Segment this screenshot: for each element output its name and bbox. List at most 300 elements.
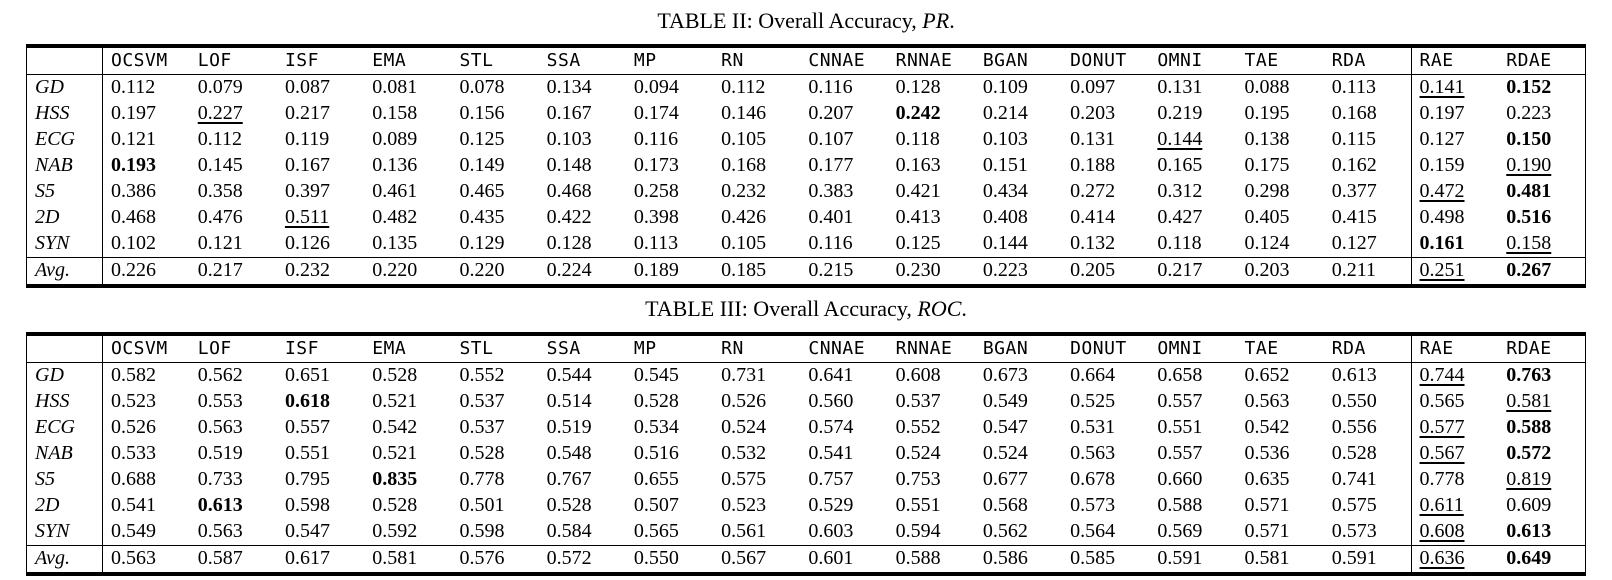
cell-s5-cnnae: 0.757 [808, 468, 854, 490]
cell-s5-rn: 0.575 [721, 468, 767, 490]
cell-s5-rae: 0.778 [1411, 467, 1498, 493]
cell-gd-bgan: 0.673 [982, 364, 1028, 386]
cell-avg-ema: 0.581 [364, 546, 451, 575]
cell-hss-ema: 0.521 [372, 390, 418, 412]
cell-s5-bgan: 0.677 [982, 468, 1028, 490]
table-row-s5 [27, 179, 1586, 205]
column-header-lof: LOF [190, 46, 277, 75]
cell-nab-donut: 0.563 [1070, 442, 1116, 464]
cell-hss-ocsvm: 0.523 [111, 390, 156, 412]
column-header-omni: OMNI [1149, 334, 1236, 363]
column-header-donut: DONUT [1062, 334, 1149, 363]
cell-syn-ssa: 0.128 [546, 232, 592, 254]
pr-table-body [27, 75, 1586, 287]
cell-s5-ssa: 0.767 [546, 468, 592, 490]
row-label-2d: 2D [27, 205, 103, 231]
cell-ecg-ssa: 0.103 [546, 128, 592, 150]
corner-cell [27, 46, 103, 75]
column-header-rdae: RDAE [1498, 334, 1585, 363]
cell-hss-stl: 0.156 [459, 102, 505, 124]
row-label-ecg: ECG [27, 127, 103, 153]
table-row-hss [27, 389, 1586, 415]
cell-ecg-rnnae: 0.118 [895, 128, 940, 150]
cell-syn-mp: 0.113 [633, 232, 679, 254]
cell-avg-omni: 0.591 [1149, 546, 1236, 575]
cell-2d-bgan: 0.568 [982, 494, 1028, 516]
cell-syn-rnnae: 0.125 [895, 232, 941, 254]
column-header-rdae: RDAE [1498, 46, 1585, 75]
cell-ecg-rda: 0.556 [1331, 416, 1377, 438]
cell-s5-lof: 0.358 [197, 180, 243, 202]
pr-table-header-row [27, 46, 1586, 75]
column-header-rn: RN [713, 46, 800, 75]
row-label-hss: HSS [27, 389, 103, 415]
cell-syn-ssa: 0.584 [546, 520, 592, 542]
column-header-rae: RAE [1411, 334, 1498, 363]
cell-s5-bgan: 0.434 [982, 180, 1028, 202]
cell-avg-rn: 0.185 [713, 258, 800, 287]
table-row-hss [27, 101, 1586, 127]
cell-gd-rn: 0.112 [721, 76, 766, 98]
cell-hss-rda: 0.550 [1331, 390, 1377, 412]
cell-gd-omni: 0.131 [1157, 76, 1203, 98]
cell-nab-rn: 0.168 [721, 154, 767, 176]
cell-hss-lof: 0.553 [197, 390, 243, 412]
cell-2d-omni: 0.588 [1157, 494, 1203, 516]
cell-syn-rae: 0.608 [1411, 519, 1498, 546]
cell-avg-rnnae: 0.588 [888, 546, 975, 575]
table-iii-section [0, 295, 1612, 576]
table-row-avg [27, 546, 1586, 575]
cell-ecg-stl: 0.125 [459, 128, 505, 150]
cell-ecg-rae: 0.127 [1411, 127, 1498, 153]
cell-hss-stl: 0.537 [459, 390, 505, 412]
cell-s5-rda: 0.741 [1331, 468, 1377, 490]
cell-nab-tae: 0.536 [1244, 442, 1290, 464]
cell-nab-stl: 0.149 [459, 154, 505, 176]
cell-hss-isf: 0.217 [284, 102, 330, 124]
column-header-rda: RDA [1324, 46, 1411, 75]
cell-avg-omni: 0.217 [1149, 258, 1236, 287]
overall-accuracy-roc-table [26, 332, 1586, 576]
cell-syn-bgan: 0.562 [982, 520, 1028, 542]
cell-nab-mp: 0.516 [633, 442, 679, 464]
cell-avg-cnnae: 0.215 [800, 258, 887, 287]
cell-avg-isf: 0.617 [277, 546, 364, 575]
cell-hss-cnnae: 0.560 [808, 390, 854, 412]
cell-nab-lof: 0.145 [197, 154, 243, 176]
cell-2d-ssa: 0.422 [546, 206, 592, 228]
cell-2d-rdae: 0.609 [1506, 494, 1552, 516]
table-ii-caption-metric: PR [922, 8, 950, 33]
table-ii-caption [0, 7, 1612, 34]
cell-ecg-rn: 0.105 [721, 128, 767, 150]
cell-gd-mp: 0.094 [633, 76, 679, 98]
cell-ecg-rnnae: 0.552 [895, 416, 941, 438]
table-iii-caption-metric: ROC [917, 296, 962, 321]
cell-gd-bgan: 0.109 [982, 76, 1028, 98]
column-header-tae: TAE [1237, 334, 1324, 363]
cell-syn-isf: 0.126 [284, 232, 330, 254]
cell-nab-ssa: 0.148 [546, 154, 592, 176]
cell-hss-cnnae: 0.207 [808, 102, 854, 124]
row-label-2d: 2D [27, 493, 103, 519]
cell-s5-donut: 0.678 [1070, 468, 1116, 490]
cell-gd-donut: 0.664 [1070, 364, 1116, 386]
cell-ecg-tae: 0.138 [1244, 128, 1290, 150]
cell-hss-rae: 0.197 [1411, 101, 1498, 127]
cell-gd-rnnae: 0.608 [895, 364, 941, 386]
cell-2d-rn: 0.426 [721, 206, 767, 228]
cell-ecg-ocsvm: 0.526 [111, 416, 156, 438]
cell-s5-rdae: 0.819 [1506, 468, 1552, 490]
cell-ecg-rn: 0.524 [721, 416, 767, 438]
row-label-syn: SYN [27, 231, 103, 258]
row-label-avg: Avg. [27, 258, 103, 287]
cell-avg-rdae: 0.649 [1498, 546, 1585, 575]
column-header-cnnae: CNNAE [800, 334, 887, 363]
cell-gd-omni: 0.658 [1157, 364, 1203, 386]
row-label-ecg: ECG [27, 415, 103, 441]
cell-hss-ema: 0.158 [372, 102, 418, 124]
cell-hss-rn: 0.146 [721, 102, 767, 124]
cell-2d-lof: 0.613 [197, 494, 243, 516]
column-header-donut: DONUT [1062, 46, 1149, 75]
cell-gd-rnnae: 0.128 [895, 76, 941, 98]
table-ii-caption-period: . [949, 8, 955, 33]
cell-s5-cnnae: 0.383 [808, 180, 854, 202]
cell-2d-stl: 0.501 [459, 494, 505, 516]
cell-avg-stl: 0.576 [451, 546, 538, 575]
cell-2d-bgan: 0.408 [982, 206, 1028, 228]
cell-ecg-ocsvm: 0.121 [111, 128, 156, 150]
cell-ecg-isf: 0.119 [284, 128, 330, 150]
cell-hss-omni: 0.557 [1157, 390, 1203, 412]
cell-syn-rnnae: 0.594 [895, 520, 941, 542]
cell-gd-ssa: 0.544 [546, 364, 592, 386]
cell-avg-bgan: 0.223 [975, 258, 1062, 287]
cell-2d-cnnae: 0.401 [808, 206, 854, 228]
cell-nab-rda: 0.528 [1331, 442, 1377, 464]
cell-2d-cnnae: 0.529 [808, 494, 854, 516]
cell-hss-rdae: 0.581 [1506, 390, 1552, 412]
cell-s5-isf: 0.397 [284, 180, 330, 202]
cell-avg-ocsvm: 0.563 [103, 546, 190, 575]
cell-ecg-isf: 0.557 [284, 416, 330, 438]
cell-2d-donut: 0.414 [1070, 206, 1116, 228]
cell-2d-rae: 0.611 [1411, 493, 1498, 519]
cell-hss-ocsvm: 0.197 [111, 102, 156, 124]
table-iii-caption-period: . [961, 296, 967, 321]
cell-s5-ema: 0.461 [372, 180, 418, 202]
cell-hss-donut: 0.203 [1070, 102, 1116, 124]
cell-syn-omni: 0.569 [1157, 520, 1203, 542]
cell-avg-ocsvm: 0.226 [103, 258, 190, 287]
column-header-lof: LOF [190, 334, 277, 363]
cell-nab-rda: 0.162 [1331, 154, 1377, 176]
cell-ecg-tae: 0.542 [1244, 416, 1290, 438]
table-row-syn [27, 519, 1586, 546]
cell-nab-ema: 0.521 [372, 442, 418, 464]
cell-hss-rda: 0.168 [1331, 102, 1377, 124]
column-header-ocsvm: OCSVM [103, 334, 190, 363]
cell-ecg-bgan: 0.103 [982, 128, 1028, 150]
cell-s5-rae: 0.472 [1411, 179, 1498, 205]
cell-syn-rae: 0.161 [1411, 231, 1498, 258]
cell-ecg-lof: 0.112 [197, 128, 242, 150]
cell-s5-rn: 0.232 [721, 180, 767, 202]
cell-avg-donut: 0.585 [1062, 546, 1149, 575]
cell-avg-rdae: 0.267 [1498, 258, 1585, 287]
cell-nab-bgan: 0.151 [982, 154, 1028, 176]
cell-nab-ocsvm: 0.533 [111, 442, 156, 464]
overall-accuracy-pr-table [26, 44, 1586, 288]
cell-s5-isf: 0.795 [284, 468, 330, 490]
cell-syn-donut: 0.564 [1070, 520, 1116, 542]
cell-ecg-cnnae: 0.574 [808, 416, 854, 438]
cell-avg-rda: 0.591 [1324, 546, 1411, 575]
column-header-stl: STL [451, 334, 538, 363]
cell-gd-isf: 0.651 [284, 364, 330, 386]
cell-nab-ema: 0.136 [372, 154, 418, 176]
cell-2d-rae: 0.498 [1411, 205, 1498, 231]
column-header-rn: RN [713, 334, 800, 363]
row-label-nab: NAB [27, 441, 103, 467]
corner-cell [27, 334, 103, 363]
cell-gd-cnnae: 0.116 [808, 76, 853, 98]
cell-gd-rn: 0.731 [721, 364, 767, 386]
cell-2d-tae: 0.405 [1244, 206, 1290, 228]
cell-syn-rda: 0.573 [1331, 520, 1377, 542]
cell-nab-mp: 0.173 [633, 154, 679, 176]
table-row-syn [27, 231, 1586, 258]
cell-s5-tae: 0.298 [1244, 180, 1290, 202]
row-label-syn: SYN [27, 519, 103, 546]
table-iii-caption-text: TABLE III: Overall Accuracy, [645, 296, 918, 321]
column-header-isf: ISF [277, 46, 364, 75]
cell-hss-omni: 0.219 [1157, 102, 1203, 124]
cell-gd-rdae: 0.152 [1506, 76, 1552, 98]
cell-gd-donut: 0.097 [1070, 76, 1116, 98]
table-row-gd [27, 75, 1586, 102]
cell-hss-donut: 0.525 [1070, 390, 1116, 412]
cell-syn-ocsvm: 0.102 [111, 232, 156, 254]
cell-hss-rae: 0.565 [1411, 389, 1498, 415]
column-header-bgan: BGAN [975, 46, 1062, 75]
cell-nab-rae: 0.567 [1411, 441, 1498, 467]
cell-gd-stl: 0.078 [459, 76, 505, 98]
cell-s5-omni: 0.312 [1157, 180, 1203, 202]
cell-avg-rae: 0.251 [1411, 258, 1498, 287]
cell-s5-rdae: 0.481 [1506, 180, 1552, 202]
cell-hss-mp: 0.528 [633, 390, 679, 412]
table-row-nab [27, 153, 1586, 179]
cell-gd-stl: 0.552 [459, 364, 505, 386]
table-row-avg [27, 258, 1586, 287]
cell-2d-lof: 0.476 [197, 206, 243, 228]
cell-nab-rnnae: 0.524 [895, 442, 941, 464]
cell-syn-cnnae: 0.116 [808, 232, 853, 254]
column-header-ssa: SSA [539, 334, 626, 363]
cell-avg-isf: 0.232 [277, 258, 364, 287]
cell-hss-tae: 0.563 [1244, 390, 1290, 412]
column-header-ssa: SSA [539, 46, 626, 75]
cell-syn-ema: 0.135 [372, 232, 418, 254]
column-header-stl: STL [451, 46, 538, 75]
cell-syn-rn: 0.561 [721, 520, 767, 542]
cell-syn-lof: 0.563 [197, 520, 243, 542]
cell-gd-mp: 0.545 [633, 364, 679, 386]
cell-syn-cnnae: 0.603 [808, 520, 854, 542]
cell-hss-rdae: 0.223 [1506, 102, 1552, 124]
cell-hss-rn: 0.526 [721, 390, 767, 412]
roc-table-body [27, 363, 1586, 575]
cell-2d-rn: 0.523 [721, 494, 767, 516]
cell-s5-rnnae: 0.421 [895, 180, 941, 202]
cell-ecg-ssa: 0.519 [546, 416, 592, 438]
cell-s5-ema: 0.835 [372, 468, 418, 490]
cell-nab-tae: 0.175 [1244, 154, 1290, 176]
cell-syn-mp: 0.565 [633, 520, 679, 542]
cell-nab-omni: 0.165 [1157, 154, 1203, 176]
cell-ecg-rda: 0.115 [1331, 128, 1377, 150]
row-label-gd: GD [27, 363, 103, 390]
table-row-s5 [27, 467, 1586, 493]
cell-nab-rn: 0.532 [721, 442, 767, 464]
cell-syn-lof: 0.121 [197, 232, 243, 254]
column-header-bgan: BGAN [975, 334, 1062, 363]
cell-syn-rdae: 0.158 [1506, 232, 1552, 254]
cell-avg-ema: 0.220 [364, 258, 451, 287]
cell-nab-omni: 0.557 [1157, 442, 1203, 464]
column-header-isf: ISF [277, 334, 364, 363]
table-row-ecg [27, 415, 1586, 441]
cell-avg-mp: 0.550 [626, 546, 713, 575]
cell-syn-rn: 0.105 [721, 232, 767, 254]
cell-s5-mp: 0.258 [633, 180, 679, 202]
cell-gd-tae: 0.088 [1244, 76, 1290, 98]
cell-ecg-bgan: 0.547 [982, 416, 1028, 438]
cell-s5-ocsvm: 0.386 [111, 180, 156, 202]
column-header-cnnae: CNNAE [800, 46, 887, 75]
cell-hss-mp: 0.174 [633, 102, 679, 124]
cell-2d-ema: 0.482 [372, 206, 418, 228]
cell-avg-mp: 0.189 [626, 258, 713, 287]
cell-gd-isf: 0.087 [284, 76, 330, 98]
cell-ecg-stl: 0.537 [459, 416, 505, 438]
cell-syn-bgan: 0.144 [982, 232, 1028, 254]
cell-s5-lof: 0.733 [197, 468, 243, 490]
cell-hss-ssa: 0.167 [546, 102, 592, 124]
cell-gd-cnnae: 0.641 [808, 364, 854, 386]
column-header-rnnae: RNNAE [888, 334, 975, 363]
cell-ecg-ema: 0.089 [372, 128, 418, 150]
cell-ecg-donut: 0.531 [1070, 416, 1116, 438]
cell-hss-ssa: 0.514 [546, 390, 592, 412]
cell-syn-omni: 0.118 [1157, 232, 1202, 254]
cell-nab-rdae: 0.190 [1506, 154, 1552, 176]
column-header-rnnae: RNNAE [888, 46, 975, 75]
table-row-ecg [27, 127, 1586, 153]
cell-s5-tae: 0.635 [1244, 468, 1290, 490]
cell-2d-ema: 0.528 [372, 494, 418, 516]
cell-ecg-donut: 0.131 [1070, 128, 1116, 150]
cell-nab-lof: 0.519 [197, 442, 243, 464]
cell-2d-ssa: 0.528 [546, 494, 592, 516]
cell-ecg-rae: 0.577 [1411, 415, 1498, 441]
cell-avg-tae: 0.581 [1237, 546, 1324, 575]
cell-syn-stl: 0.598 [459, 520, 505, 542]
cell-s5-rda: 0.377 [1331, 180, 1377, 202]
cell-syn-isf: 0.547 [284, 520, 330, 542]
cell-s5-ocsvm: 0.688 [111, 468, 156, 490]
cell-nab-rdae: 0.572 [1506, 442, 1552, 464]
cell-2d-rdae: 0.516 [1506, 206, 1552, 228]
cell-syn-rda: 0.127 [1331, 232, 1377, 254]
row-label-gd: GD [27, 75, 103, 102]
cell-syn-rdae: 0.613 [1506, 520, 1552, 542]
cell-nab-isf: 0.167 [284, 154, 330, 176]
cell-2d-ocsvm: 0.541 [111, 494, 156, 516]
cell-2d-isf: 0.511 [284, 206, 330, 228]
cell-gd-ssa: 0.134 [546, 76, 592, 98]
cell-avg-ssa: 0.224 [539, 258, 626, 287]
cell-gd-ema: 0.081 [372, 76, 418, 98]
table-ii-section [0, 7, 1612, 288]
cell-ecg-mp: 0.534 [633, 416, 679, 438]
cell-gd-rda: 0.613 [1331, 364, 1377, 386]
cell-hss-lof: 0.227 [197, 102, 243, 124]
cell-syn-tae: 0.571 [1244, 520, 1290, 542]
cell-s5-rnnae: 0.753 [895, 468, 941, 490]
cell-nab-ssa: 0.548 [546, 442, 592, 464]
cell-2d-mp: 0.398 [633, 206, 679, 228]
cell-s5-ssa: 0.468 [546, 180, 592, 202]
cell-s5-mp: 0.655 [633, 468, 679, 490]
cell-2d-stl: 0.435 [459, 206, 505, 228]
table-row-2d [27, 205, 1586, 231]
cell-2d-mp: 0.507 [633, 494, 679, 516]
cell-nab-cnnae: 0.177 [808, 154, 854, 176]
column-header-ocsvm: OCSVM [103, 46, 190, 75]
row-label-nab: NAB [27, 153, 103, 179]
cell-avg-tae: 0.203 [1237, 258, 1324, 287]
row-label-s5: S5 [27, 467, 103, 493]
cell-s5-omni: 0.660 [1157, 468, 1203, 490]
cell-gd-tae: 0.652 [1244, 364, 1290, 386]
row-label-avg: Avg. [27, 546, 103, 575]
column-header-mp: MP [626, 46, 713, 75]
cell-hss-isf: 0.618 [284, 390, 330, 412]
cell-syn-stl: 0.129 [459, 232, 505, 254]
cell-nab-cnnae: 0.541 [808, 442, 854, 464]
row-label-s5: S5 [27, 179, 103, 205]
cell-avg-ssa: 0.572 [539, 546, 626, 575]
column-header-rda: RDA [1324, 334, 1411, 363]
cell-gd-rda: 0.113 [1331, 76, 1377, 98]
cell-ecg-rdae: 0.588 [1506, 416, 1552, 438]
column-header-ema: EMA [364, 334, 451, 363]
cell-nab-rae: 0.159 [1411, 153, 1498, 179]
cell-avg-rae: 0.636 [1411, 546, 1498, 575]
table-row-nab [27, 441, 1586, 467]
cell-ecg-rdae: 0.150 [1506, 128, 1552, 150]
column-header-tae: TAE [1237, 46, 1324, 75]
cell-2d-isf: 0.598 [284, 494, 330, 516]
cell-avg-rda: 0.211 [1324, 258, 1411, 287]
cell-avg-cnnae: 0.601 [800, 546, 887, 575]
cell-s5-stl: 0.465 [459, 180, 505, 202]
